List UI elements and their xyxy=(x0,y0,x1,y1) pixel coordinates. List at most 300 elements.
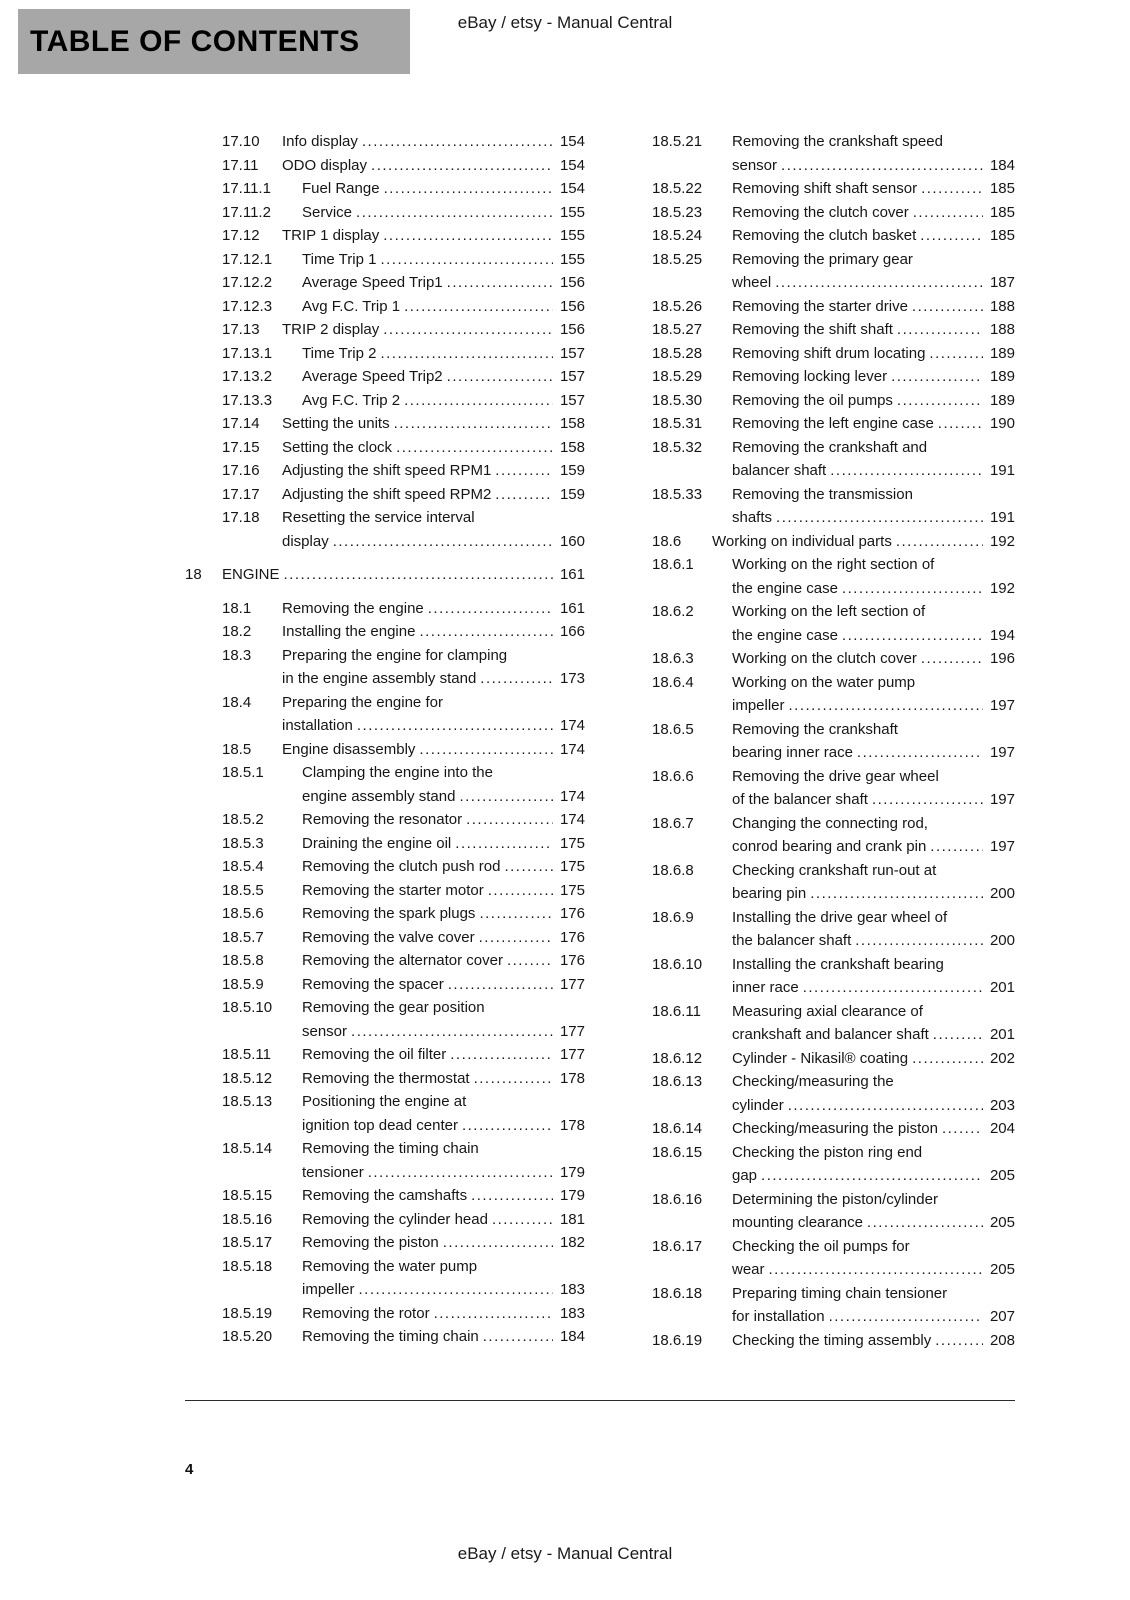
dot-leader xyxy=(467,1184,553,1208)
toc-entry[interactable] xyxy=(222,996,585,1043)
toc-entry-page: 204 xyxy=(989,1120,1015,1137)
toc-entry[interactable] xyxy=(222,342,585,366)
toc-entry-page: 178 xyxy=(559,1116,585,1134)
dot-leader xyxy=(462,808,553,832)
toc-entry-number: 18.6.5 xyxy=(652,720,694,738)
toc-entry[interactable] xyxy=(222,483,585,507)
toc-entry[interactable] xyxy=(222,365,585,389)
toc-entry-page: 156 xyxy=(559,321,585,338)
toc-entry-number: 18.6.19 xyxy=(652,1331,703,1349)
toc-entry-page: 188 xyxy=(989,321,1015,338)
toc-line xyxy=(652,1023,1015,1047)
toc-entry[interactable] xyxy=(652,1188,1015,1235)
toc-entry[interactable] xyxy=(222,597,585,621)
toc-entry-title: Removing the gear position xyxy=(302,999,485,1016)
toc-entry-number: 18.5.20 xyxy=(222,1328,273,1345)
dot-leader xyxy=(931,1329,983,1353)
toc-entry[interactable] xyxy=(652,671,1015,718)
toc-entry[interactable] xyxy=(652,530,1015,554)
toc-entry-number: 17.18 xyxy=(222,509,260,526)
toc-entry-title: Checking/measuring the piston xyxy=(732,1120,938,1137)
toc-entry[interactable] xyxy=(222,436,585,460)
toc-entry-page: 189 xyxy=(989,368,1015,385)
toc-entry-page: 197 xyxy=(989,791,1015,808)
toc-entry-number: 18.6 xyxy=(652,532,682,550)
toc-entry[interactable] xyxy=(222,1137,585,1184)
toc-entry[interactable] xyxy=(222,1067,585,1091)
toc-entry[interactable] xyxy=(652,1000,1015,1047)
toc-line xyxy=(222,342,585,366)
toc-entry-title: mounting clearance xyxy=(732,1214,863,1231)
toc-line xyxy=(652,1117,1015,1141)
toc-line xyxy=(222,506,585,530)
toc-entry[interactable] xyxy=(652,342,1015,366)
toc-entry-number: 18.5.19 xyxy=(222,1304,273,1322)
toc-entry-number: 18.5.27 xyxy=(652,321,703,338)
dot-leader xyxy=(439,1231,553,1255)
toc-entry[interactable] xyxy=(222,926,585,950)
toc-entry-number: 18.6.15 xyxy=(652,1143,703,1161)
toc-entry[interactable] xyxy=(652,224,1015,248)
toc-entry[interactable] xyxy=(222,459,585,483)
toc-entry-title: the engine case xyxy=(732,579,838,597)
toc-entry-page: 191 xyxy=(989,509,1015,526)
toc-entry[interactable] xyxy=(222,1090,585,1137)
toc-entry-page: 176 xyxy=(559,952,585,969)
toc-entry-title: Average Speed Trip1 xyxy=(302,274,443,291)
dot-leader xyxy=(868,788,983,812)
toc-entry-title: inner race xyxy=(732,979,799,996)
toc-entry-title: Removing the shift shaft xyxy=(732,321,893,338)
toc-entry-number: 18.6.9 xyxy=(652,908,694,926)
dot-leader xyxy=(470,1067,553,1091)
toc-line xyxy=(652,1305,1015,1329)
toc-entry-number: 18.6.6 xyxy=(652,767,694,785)
dot-leader xyxy=(379,318,553,342)
toc-entry[interactable] xyxy=(652,600,1015,647)
toc-line xyxy=(652,859,1015,883)
toc-entry-number: 17.11.2 xyxy=(222,203,271,221)
dot-leader xyxy=(771,271,983,295)
toc-entry[interactable] xyxy=(652,1117,1015,1141)
toc-entry[interactable] xyxy=(652,718,1015,765)
toc-entry[interactable] xyxy=(652,953,1015,1000)
toc-entry-title: Info display xyxy=(282,133,358,150)
toc-entry-title: Preparing timing chain tensioner xyxy=(732,1284,948,1302)
toc-entry[interactable] xyxy=(222,620,585,644)
toc-entry-number: 18.6.8 xyxy=(652,861,694,879)
dot-leader xyxy=(430,1302,553,1326)
toc-entry-title: shafts xyxy=(732,509,773,526)
toc-entry-title: bearing inner race xyxy=(732,744,853,761)
toc-entry-title: Working on the clutch cover xyxy=(732,650,917,667)
toc-line xyxy=(652,201,1015,225)
toc-line xyxy=(652,271,1015,295)
toc-entry-title: Removing the clutch basket xyxy=(732,227,917,244)
toc-entry-title: Fuel Range xyxy=(302,180,380,197)
toc-line xyxy=(222,691,585,715)
toc-line xyxy=(222,1325,585,1349)
dot-leader xyxy=(917,647,983,671)
toc-entry[interactable] xyxy=(222,949,585,973)
toc-line xyxy=(652,906,1015,930)
toc-entry[interactable] xyxy=(222,1302,585,1326)
toc-line xyxy=(652,1258,1015,1282)
toc-entry-number: 18.6.4 xyxy=(652,673,694,691)
dot-leader xyxy=(443,271,553,295)
toc-entry[interactable] xyxy=(222,295,585,319)
toc-entry[interactable] xyxy=(652,906,1015,953)
toc-line xyxy=(222,949,585,973)
toc-line xyxy=(652,436,1015,460)
toc-entry-title: Checking the oil pumps for xyxy=(732,1237,910,1255)
toc-entry-page: 185 xyxy=(989,227,1015,244)
toc-entry-number: 18.5.26 xyxy=(652,297,703,315)
toc-line xyxy=(652,765,1015,789)
toc-entry-title: Checking crankshaft run-out at xyxy=(732,861,937,879)
toc-entry[interactable] xyxy=(652,1070,1015,1117)
toc-entry[interactable] xyxy=(222,1255,585,1302)
toc-entry-number: 18.5 xyxy=(222,740,252,758)
toc-entry-page: 174 xyxy=(559,717,585,734)
toc-entry-title: crankshaft and balancer shaft xyxy=(732,1026,929,1043)
toc-entry-title: conrod bearing and crank pin xyxy=(732,838,927,855)
toc-entry[interactable] xyxy=(652,859,1015,906)
toc-line xyxy=(652,1235,1015,1259)
toc-entry[interactable] xyxy=(652,647,1015,671)
toc-line xyxy=(652,718,1015,742)
toc-entry[interactable] xyxy=(222,1325,585,1349)
toc-entry-title: display xyxy=(282,532,329,550)
toc-entry-page: 174 xyxy=(559,740,585,758)
toc-line xyxy=(222,738,585,762)
toc-line xyxy=(652,530,1015,554)
toc-entry-number: 18.5.23 xyxy=(652,203,703,221)
toc-entry[interactable] xyxy=(652,1329,1015,1353)
toc-entry[interactable] xyxy=(652,483,1015,530)
toc-entry[interactable] xyxy=(652,318,1015,342)
toc-entry-title: Working on individual parts xyxy=(712,532,892,550)
toc-line xyxy=(652,365,1015,389)
toc-entry-page: 176 xyxy=(559,928,585,946)
toc-line xyxy=(222,808,585,832)
toc-entry[interactable] xyxy=(222,177,585,201)
toc-entry-number: 18.1 xyxy=(222,599,252,617)
toc-entry[interactable] xyxy=(652,436,1015,483)
dot-leader xyxy=(784,1094,983,1118)
toc-entry[interactable] xyxy=(222,691,585,738)
toc-entry[interactable] xyxy=(222,1208,585,1232)
dot-leader xyxy=(400,295,553,319)
toc-line xyxy=(652,741,1015,765)
toc-entry-page: 196 xyxy=(989,650,1015,667)
toc-entry-title: impeller xyxy=(732,697,785,714)
toc-entry-title: Removing the oil filter xyxy=(302,1046,447,1063)
toc-entry-title: tensioner xyxy=(302,1163,364,1181)
toc-entry[interactable] xyxy=(652,201,1015,225)
toc-entry[interactable] xyxy=(222,808,585,832)
toc-entry[interactable] xyxy=(652,389,1015,413)
toc-entry-title: Removing locking lever xyxy=(732,368,888,385)
toc-entry-number: 17.11 xyxy=(222,156,259,174)
toc-line xyxy=(222,1208,585,1232)
dot-leader xyxy=(825,1305,983,1329)
toc-entry-page: 166 xyxy=(559,623,585,640)
toc-entry-title: installation xyxy=(282,717,353,734)
toc-entry[interactable] xyxy=(222,271,585,295)
toc-entry[interactable] xyxy=(185,563,585,587)
toc-entry[interactable] xyxy=(652,1235,1015,1282)
toc-entry[interactable] xyxy=(652,130,1015,177)
toc-entry-number: 17.12.3 xyxy=(222,297,273,315)
toc-entry-title: bearing pin xyxy=(732,885,807,902)
toc xyxy=(185,130,1015,1352)
toc-entry-page: 183 xyxy=(559,1281,585,1298)
toc-entry-title: Checking the timing assembly xyxy=(732,1331,932,1349)
dot-leader xyxy=(934,412,983,436)
dot-leader xyxy=(458,1114,553,1138)
toc-line xyxy=(222,318,585,342)
toc-entry-number: 18.5.16 xyxy=(222,1210,273,1228)
toc-entry[interactable] xyxy=(652,812,1015,859)
toc-line xyxy=(222,201,585,225)
toc-entry-number: 17.15 xyxy=(222,438,260,456)
toc-entry-title: Removing the primary gear xyxy=(732,250,913,268)
toc-entry-page: 191 xyxy=(989,462,1015,479)
toc-entry-title: Installing the drive gear wheel of xyxy=(732,908,948,926)
dot-leader xyxy=(777,154,983,178)
toc-entry-page: 177 xyxy=(559,1046,585,1063)
toc-entry[interactable] xyxy=(222,832,585,856)
toc-line xyxy=(222,973,585,997)
toc-entry[interactable] xyxy=(652,295,1015,319)
toc-entry-title: for installation xyxy=(732,1308,825,1325)
toc-entry-title: Service xyxy=(302,203,353,221)
toc-entry-number: 18.3 xyxy=(222,646,252,664)
toc-entry[interactable] xyxy=(222,412,585,436)
toc-line xyxy=(652,1188,1015,1212)
toc-entry-number: 18.6.10 xyxy=(652,955,703,973)
toc-entry-number: 17.14 xyxy=(222,415,260,432)
toc-entry[interactable] xyxy=(222,201,585,225)
toc-line xyxy=(222,879,585,903)
toc-entry[interactable] xyxy=(222,506,585,553)
toc-line xyxy=(222,902,585,926)
dot-leader xyxy=(446,1043,553,1067)
toc-entry-title: of the balancer shaft xyxy=(732,791,868,808)
toc-line xyxy=(652,154,1015,178)
toc-entry-number: 18.6.17 xyxy=(652,1237,703,1255)
toc-entry[interactable] xyxy=(652,412,1015,436)
toc-entry-title: Removing the spark plugs xyxy=(302,905,476,922)
toc-entry-title: Checking/measuring the xyxy=(732,1073,894,1090)
footer-divider xyxy=(185,1400,1015,1401)
toc-line xyxy=(652,553,1015,577)
toc-line xyxy=(222,1161,585,1185)
dot-leader xyxy=(475,902,553,926)
toc-line xyxy=(652,577,1015,601)
toc-entry-page: 158 xyxy=(559,415,585,432)
toc-entry-title: Removing shift drum locating xyxy=(732,344,926,362)
toc-entry-title: Determining the piston/cylinder xyxy=(732,1190,938,1208)
dot-leader xyxy=(851,929,983,953)
toc-entry-number: 17.16 xyxy=(222,462,260,479)
dot-leader xyxy=(379,224,553,248)
toc-entry-page: 175 xyxy=(559,858,585,875)
toc-line xyxy=(652,1000,1015,1024)
toc-line xyxy=(222,365,585,389)
toc-entry-number: 17.12.1 xyxy=(222,250,273,268)
toc-entry-title: balancer shaft xyxy=(732,462,827,479)
page-number: 4 xyxy=(185,1461,194,1478)
dot-leader xyxy=(444,973,553,997)
toc-line xyxy=(652,882,1015,906)
toc-entry[interactable] xyxy=(652,553,1015,600)
toc-line xyxy=(222,667,585,691)
toc-entry-page: 179 xyxy=(559,1187,585,1204)
toc-entry-title: Positioning the engine at xyxy=(302,1093,467,1110)
toc-line xyxy=(222,271,585,295)
toc-entry[interactable] xyxy=(652,177,1015,201)
toc-line xyxy=(222,832,585,856)
dot-leader xyxy=(929,1023,983,1047)
toc-entry-page: 154 xyxy=(559,180,585,197)
toc-entry-number: 18.4 xyxy=(222,693,252,711)
toc-entry-title: Removing the left engine case xyxy=(732,415,934,432)
toc-entry-title: Removing the rotor xyxy=(302,1304,430,1322)
toc-line xyxy=(222,855,585,879)
toc-entry[interactable] xyxy=(652,1047,1015,1071)
toc-line xyxy=(222,389,585,413)
toc-entry-number: 18.5.22 xyxy=(652,180,703,197)
toc-entry-page: 154 xyxy=(559,133,585,150)
dot-leader xyxy=(451,832,553,856)
dot-leader xyxy=(826,459,983,483)
toc-line xyxy=(222,1090,585,1114)
toc-entry[interactable] xyxy=(222,738,585,762)
toc-entry-page: 174 xyxy=(559,787,585,805)
toc-entry[interactable] xyxy=(222,879,585,903)
toc-entry[interactable] xyxy=(222,318,585,342)
toc-entry-title: Removing shift shaft sensor xyxy=(732,180,918,197)
dot-leader xyxy=(893,318,983,342)
dot-leader xyxy=(926,835,983,859)
dot-leader xyxy=(476,667,553,691)
toc-line xyxy=(222,644,585,668)
toc-entry[interactable] xyxy=(222,130,585,154)
toc-entry[interactable] xyxy=(652,1282,1015,1329)
toc-entry-title: Working on the water pump xyxy=(732,673,916,691)
toc-entry[interactable] xyxy=(222,389,585,413)
toc-entry-title: Removing the starter drive xyxy=(732,297,908,315)
toc-entry-number: 18.5.30 xyxy=(652,391,703,409)
toc-entry-title: the engine case xyxy=(732,626,838,644)
toc-line xyxy=(222,1255,585,1279)
toc-entry-number: 18.6.7 xyxy=(652,814,694,832)
dot-leader xyxy=(925,342,983,366)
dot-leader xyxy=(838,624,983,648)
toc-line xyxy=(222,459,585,483)
toc-entry-page: 200 xyxy=(989,885,1015,902)
toc-entry[interactable] xyxy=(222,644,585,691)
toc-entry-page: 203 xyxy=(989,1096,1015,1114)
toc-entry-number: 18.6.3 xyxy=(652,650,694,667)
toc-entry[interactable] xyxy=(222,902,585,926)
toc-entry[interactable] xyxy=(222,1043,585,1067)
dot-leader xyxy=(772,506,983,530)
toc-line xyxy=(222,177,585,201)
toc-entry[interactable] xyxy=(652,765,1015,812)
toc-entry[interactable] xyxy=(652,1141,1015,1188)
toc-entry-title: in the engine assembly stand xyxy=(282,670,477,687)
toc-entry-title: Removing the resonator xyxy=(302,811,463,828)
toc-line xyxy=(652,812,1015,836)
toc-entry-title: Removing the oil pumps xyxy=(732,391,893,409)
toc-entry[interactable] xyxy=(222,154,585,178)
toc-entry[interactable] xyxy=(222,761,585,808)
toc-entry-title: Installing the crankshaft bearing xyxy=(732,955,944,973)
toc-line xyxy=(185,563,585,587)
toc-entry[interactable] xyxy=(222,248,585,272)
toc-line xyxy=(222,1137,585,1161)
toc-entry[interactable] xyxy=(652,248,1015,295)
toc-entry-page: 185 xyxy=(989,203,1015,221)
toc-entry-title: Removing the spacer xyxy=(302,975,444,993)
dot-leader xyxy=(838,577,983,601)
toc-line xyxy=(652,694,1015,718)
toc-entry-number: 18.5.18 xyxy=(222,1257,273,1275)
toc-entry-title: Adjusting the shift speed RPM1 xyxy=(282,462,492,479)
toc-line xyxy=(222,436,585,460)
toc-entry-number: 18.5.3 xyxy=(222,834,264,852)
toc-entry-page: 190 xyxy=(989,415,1015,432)
dot-leader xyxy=(415,620,553,644)
toc-entry[interactable] xyxy=(652,365,1015,389)
toc-entry[interactable] xyxy=(222,973,585,997)
toc-entry-number: 18.5.8 xyxy=(222,952,264,969)
toc-entry-title: Installing the engine xyxy=(282,623,416,640)
toc-line xyxy=(222,926,585,950)
toc-entry-number: 18 xyxy=(185,566,202,583)
toc-entry-title: Adjusting the shift speed RPM2 xyxy=(282,485,492,503)
dot-leader xyxy=(908,1047,983,1071)
toc-entry-title: TRIP 2 display xyxy=(282,321,380,338)
toc-entry-title: Clamping the engine into the xyxy=(302,764,493,781)
toc-line xyxy=(222,483,585,507)
toc-entry-number: 18.6.13 xyxy=(652,1073,703,1090)
toc-entry[interactable] xyxy=(222,1184,585,1208)
toc-line xyxy=(222,224,585,248)
toc-line xyxy=(652,671,1015,695)
toc-line xyxy=(652,929,1015,953)
toc-entry-number: 18.6.16 xyxy=(652,1190,703,1208)
toc-line xyxy=(222,597,585,621)
toc-entry-page: 189 xyxy=(989,391,1015,409)
toc-entry-page: 179 xyxy=(559,1163,585,1181)
toc-line xyxy=(222,248,585,272)
dot-leader xyxy=(500,855,553,879)
toc-entry[interactable] xyxy=(222,1231,585,1255)
toc-entry-title: Removing the clutch cover xyxy=(732,203,909,221)
toc-entry-title: Removing the cylinder head xyxy=(302,1210,488,1228)
toc-entry[interactable] xyxy=(222,855,585,879)
toc-line xyxy=(222,530,585,554)
toc-line xyxy=(652,600,1015,624)
toc-entry-page: 175 xyxy=(559,834,585,852)
toc-entry-number: 18.2 xyxy=(222,623,252,640)
toc-entry[interactable] xyxy=(222,224,585,248)
toc-entry-title: Removing the crankshaft speed xyxy=(732,133,943,150)
